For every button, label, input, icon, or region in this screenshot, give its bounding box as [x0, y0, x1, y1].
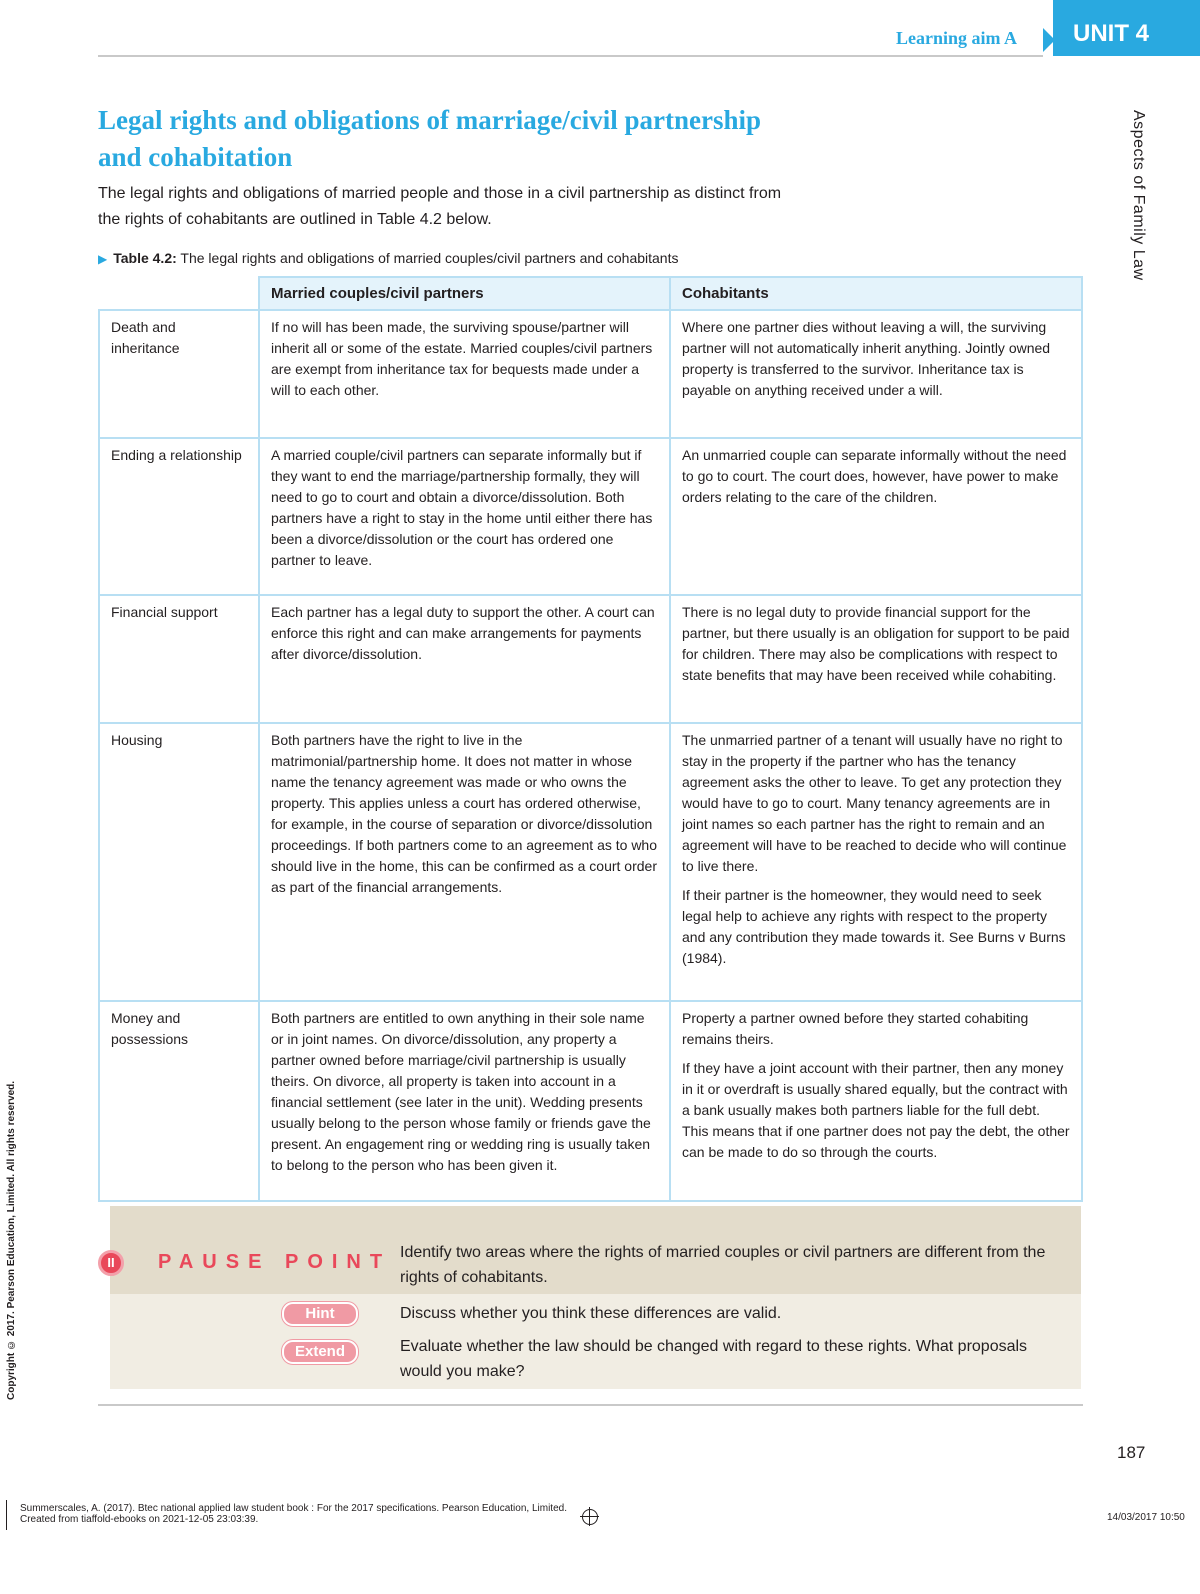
- caption-triangle-icon: ▶: [98, 252, 108, 266]
- pause-point-label: PAUSE POINT: [158, 1251, 392, 1273]
- caption-label: Table 4.2:: [113, 250, 177, 266]
- table-row: [99, 438, 1082, 595]
- rights-table: [98, 276, 1083, 1202]
- cell-text: If they have a joint account with their partner, then any money in it or overdraft is usually shared equally, but the contract with a bank usually makes both partners liable for the full debt. This means that if one partner does not pay the debt, the other can be made to do so through the courts.: [682, 1060, 1070, 1160]
- table-header-row: [99, 277, 1082, 310]
- cell-text: Each partner has a legal duty to support the other. A court can enforce this right and can make arrangements for payments after divorce/dissolution.: [271, 604, 655, 662]
- cohabitants-cell: [670, 1001, 1082, 1201]
- married-cell: [259, 595, 670, 723]
- hint-badge: Hint: [282, 1302, 358, 1326]
- learning-aim-label: Learning aim A: [895, 28, 1017, 48]
- print-stamp: 14/03/2017 10:50: [1107, 1512, 1185, 1523]
- cohabitants-cell: [670, 723, 1082, 1001]
- page-number: 187: [1117, 1443, 1146, 1462]
- table-row: [99, 723, 1082, 1001]
- copyright-notice: Copyright © 2017. Pearson Education, Limited. All rights reserved.: [6, 1080, 17, 1400]
- row-topic: Financial support: [99, 595, 259, 723]
- table-row: [99, 595, 1082, 723]
- cell-text: Where one partner dies without leaving a will, the surviving partner will not automatically inherit anything. Jointly owned property is transferred to the survivor. Inheritance tax is payable on anything received under a will.: [682, 319, 1051, 398]
- cohabitants-cell: [670, 310, 1082, 438]
- row-topic: Housing: [99, 723, 259, 1001]
- pause-point-text: Identify two areas where the rights of married couples or civil partners are different from the rights of cohabitants.: [400, 1244, 1046, 1286]
- married-cell: [259, 310, 670, 438]
- header-cohabitants: Cohabitants: [670, 277, 1082, 310]
- registration-mark-icon: [582, 1509, 598, 1525]
- married-cell: [259, 438, 670, 595]
- cell-text: An unmarried couple can separate informally without the need to go to court. The court does, however, have power to make orders relating to the care of the children.: [682, 447, 1067, 505]
- married-cell: [259, 1001, 670, 1201]
- header-rule: [98, 55, 1043, 57]
- citation-block: [20, 1503, 567, 1525]
- citation-line: Created from tiaffold-ebooks on 2021-12-05 23:03:39.: [20, 1514, 259, 1525]
- cell-text: Property a partner owned before they started cohabiting remains theirs.: [682, 1010, 1029, 1047]
- row-topic: Money and possessions: [99, 1001, 259, 1201]
- married-cell: [259, 723, 670, 1001]
- intro-paragraph: The legal rights and obligations of married people and those in a civil partnership as distinct from the rights of cohabitants are outlined in Table 4.2 below.: [98, 185, 782, 228]
- cell-text: There is no legal duty to provide financial support for the partner, but there usually is an obligation for support to be paid for children. There may also be complications with respect to state benefits that may have been received while cohabiting.: [682, 604, 1070, 683]
- table-row: [99, 310, 1082, 438]
- table-row: [99, 1001, 1082, 1201]
- footer-rule: [98, 1404, 1083, 1406]
- unit-tab: UNIT 4: [1053, 0, 1200, 56]
- cell-text: Both partners are entitled to own anything in their sole name or in joint names. On divorce/dissolution, any property a partner owned before marriage/civil partnership is usually theirs. On divorce, all property is taken into account in a financial settlement (see later in the unit). Wedding presents usually belong to the person whose family or friends gave the present. An engagement ring or wedding ring is usually taken to belong to the person who has been given it.: [271, 1010, 651, 1173]
- side-running-title: Aspects of Family Law: [1130, 110, 1147, 281]
- cell-text: The unmarried partner of a tenant will usually have no right to stay in the property if the partner who has the tenancy agreement asks the other to leave. To get any protection they would have to go to court. Many tenancy agreements are in joint names so each partner has the right to remain and an agreement will have to be reached to decide who will continue to live there.: [682, 732, 1067, 874]
- cell-text: Both partners have the right to live in the matrimonial/partnership home. It does not matter in whose name the tenancy agreement was made or who owns the property. This applies unless a court has ordered otherwise, for example, in the course of separation or divorce/dissolution proceedings. If both partners come to an agreement as to who should live in the home, this can be confirmed as a court order as part of the financial arrangements.: [271, 732, 658, 895]
- page-title: Legal rights and obligations of marriage/civil partnership and cohabitation: [98, 105, 762, 172]
- cell-text: If no will has been made, the surviving spouse/partner will inherit all or some of the estate. Married couples/civil partners are exempt from inheritance tax for bequests made under a will to each other.: [271, 319, 653, 398]
- header-blank-cell: [99, 277, 259, 310]
- row-topic: Ending a relationship: [99, 438, 259, 595]
- citation-line: Summerscales, A. (2017). Btec national applied law student book : For the 2017 specifications. Pearson Education, Limited.: [20, 1503, 567, 1514]
- extend-text: Evaluate whether the law should be changed with regard to these rights. What proposals would you make?: [400, 1338, 1028, 1380]
- crop-mark: [6, 1500, 7, 1530]
- cell-text: If their partner is the homeowner, they would need to seek legal help to achieve any rights with respect to the property and any contribution they made towards it. See Burns v Burns (1984).: [682, 887, 1066, 966]
- cohabitants-cell: [670, 595, 1082, 723]
- row-topic: Death and inheritance: [99, 310, 259, 438]
- hint-text: Discuss whether you think these differences are valid.: [400, 1305, 782, 1322]
- extend-badge: Extend: [282, 1340, 358, 1364]
- cohabitants-cell: [670, 438, 1082, 595]
- table-caption: [98, 250, 678, 266]
- cell-text: A married couple/civil partners can separate informally but if they want to end the marriage/partnership formally, they will need to go to court and obtain a divorce/dissolution. Both partners have a right to stay in the home until either there has been a divorce/dissolution or the court has ordered one partner to leave.: [271, 447, 653, 568]
- header-married: Married couples/civil partners: [259, 277, 670, 310]
- caption-text: The legal rights and obligations of married couples/civil partners and cohabitants: [180, 250, 679, 266]
- pause-icon: II: [98, 1250, 124, 1276]
